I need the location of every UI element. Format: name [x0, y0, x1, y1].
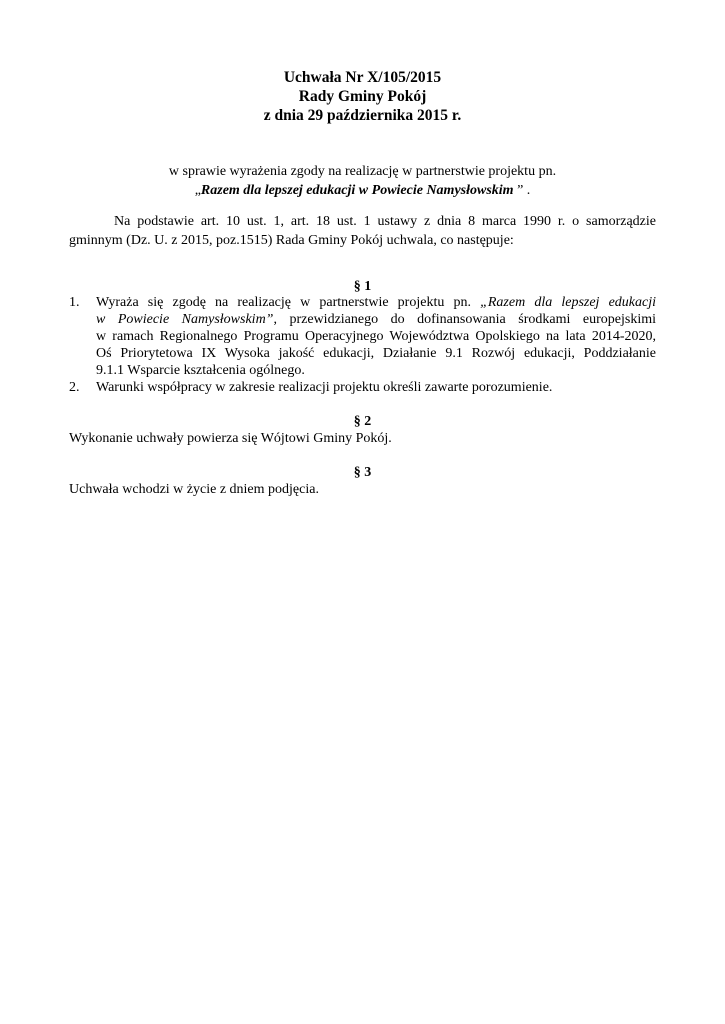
section-1-heading: § 1 — [353, 279, 372, 294]
item-1-project-name-cont: w Powiecie Namysłowskim” — [96, 312, 274, 327]
legal-basis-paragraph — [69, 212, 656, 250]
item-1-line-3: w ramach Regionalnego Programu Operacyjnego Województwa Opolskiego na lata 2014-2020, — [96, 329, 656, 344]
item-1-line-2 — [96, 311, 656, 328]
list-item-number: 1. — [69, 295, 80, 310]
item-1-line-4: Oś Priorytetowa IX Wysoka jakość edukacji, Działanie 9.1 Rozwój edukacji, Poddziałanie — [96, 346, 656, 361]
subject-close-quote: ” . — [513, 183, 531, 198]
section-1-list — [69, 294, 656, 396]
subject-project-name: Razem dla lepszej edukacji w Powiecie Namysłowskim — [200, 183, 514, 198]
title-council: Rady Gminy Pokój — [298, 88, 427, 105]
list-item — [69, 379, 656, 396]
list-item — [69, 294, 656, 379]
resolution-title — [0, 68, 725, 125]
subject-line-2 — [0, 181, 725, 200]
preamble-line-1: Na podstawie art. 10 ust. 1, art. 18 ust. 1 ustawy z dnia 8 marca 1990 r. o samorządzie — [114, 214, 656, 229]
list-item-number: 2. — [69, 380, 80, 395]
resolution-subject — [0, 162, 725, 200]
item-1-text: Wyraża się zgodę na realizację w partnerstwie projektu pn. — [96, 295, 481, 310]
subject-line-1: w sprawie wyrażenia zgody na realizację w partnerstwie projektu pn. — [168, 164, 557, 179]
item-1-text-cont: , przewidzianego do dofinansowania środkami europejskimi — [273, 312, 656, 327]
title-date: z dnia 29 października 2015 r. — [263, 107, 462, 124]
item-2-line-1: Warunki współpracy w zakresie realizacji projektu określi zawarte porozumienie. — [96, 380, 553, 395]
section-3-text: Uchwała wchodzi w życie z dniem podjęcia. — [69, 482, 319, 497]
section-2-heading: § 2 — [353, 414, 372, 429]
section-2-text: Wykonanie uchwały powierza się Wójtowi Gminy Pokój. — [69, 431, 392, 446]
item-1-project-name: „Razem dla lepszej edukacji — [480, 295, 656, 310]
preamble-line-2: gminnym (Dz. U. z 2015, poz.1515) Rada Gminy Pokój uchwala, co następuje: — [69, 233, 514, 248]
item-1-line-1 — [96, 294, 656, 311]
title-number: Uchwała Nr X/105/2015 — [283, 69, 442, 86]
item-1-line-5: 9.1.1 Wsparcie kształcenia ogólnego. — [96, 363, 305, 378]
section-3-heading: § 3 — [353, 465, 372, 480]
subject-open-quote: „ — [194, 183, 201, 198]
